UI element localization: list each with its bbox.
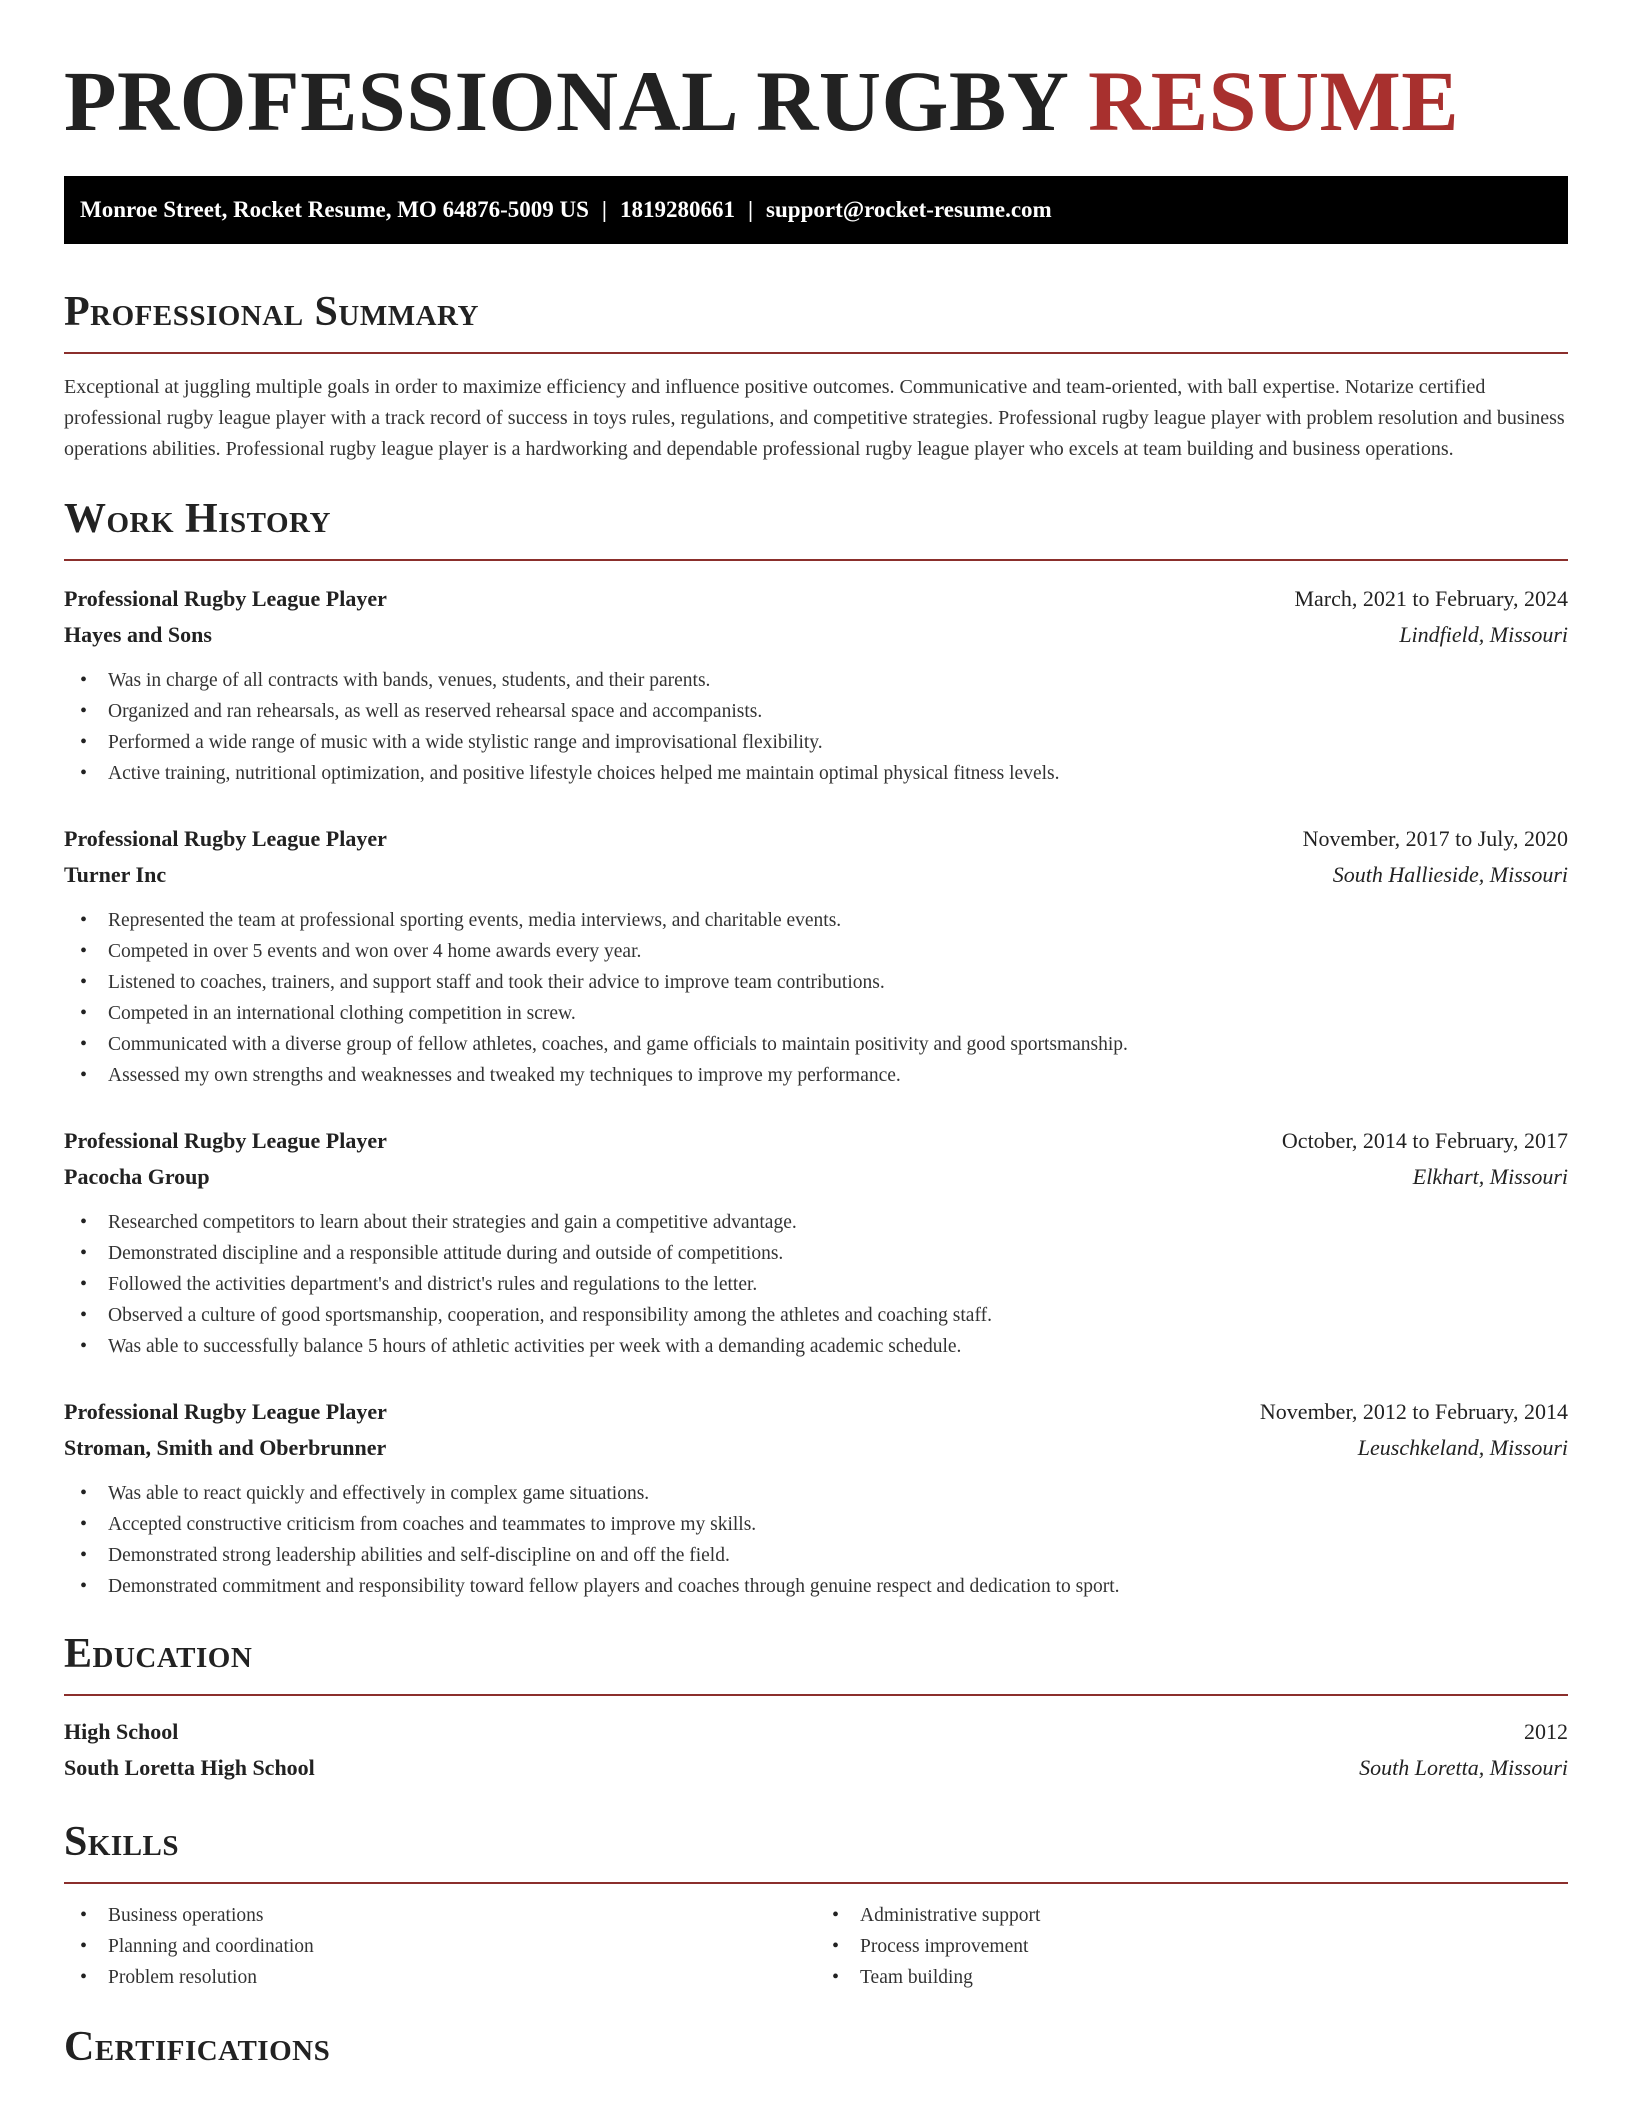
- job-dates: November, 2017 to July, 2020: [1302, 826, 1568, 851]
- list-item: • Followed the activities department's and district's rules and regulations to the letter.: [80, 1269, 1568, 1300]
- section-divider: [64, 1694, 1568, 1696]
- list-item: • Competed in an international clothing competition in screw.: [80, 998, 1568, 1029]
- skill-item: • Business operations: [80, 1900, 816, 1931]
- list-item: • Represented the team at professional sporting events, media interviews, and charitable events.: [80, 905, 1568, 936]
- job-company-row: [64, 617, 1568, 653]
- contact-separator: |: [601, 197, 607, 222]
- list-item: • Organized and ran rehearsals, as well as reserved rehearsal space and accompanists.: [80, 696, 1568, 727]
- list-item: • Performed a wide range of music with a wide stylistic range and improvisational flexibility.: [80, 727, 1568, 758]
- job-dates: October, 2014 to February, 2017: [1281, 1128, 1568, 1153]
- job-bullets: [64, 665, 1568, 789]
- summary-heading: Professional Summary: [64, 289, 479, 335]
- list-item: • Accepted constructive criticism from coaches and teammates to improve my skills.: [80, 1509, 1568, 1540]
- education-heading: Education: [64, 1631, 253, 1677]
- list-item: • Demonstrated discipline and a responsible attitude during and outside of competitions.: [80, 1238, 1568, 1269]
- job-title: Professional Rugby League Player: [64, 826, 387, 851]
- job-dates: March, 2021 to February, 2024: [1294, 586, 1568, 611]
- skills-heading: Skills: [64, 1819, 180, 1865]
- job-title-row: [64, 581, 1568, 617]
- skills-grid: [64, 1900, 1568, 1993]
- list-item: • Observed a culture of good sportsmanship, cooperation, and responsibility among the athletes and coaching staff.: [80, 1300, 1568, 1331]
- job-dates: November, 2012 to February, 2014: [1259, 1399, 1568, 1424]
- education-year: 2012: [1524, 1719, 1568, 1744]
- job-title: Professional Rugby League Player: [64, 1128, 387, 1153]
- section-divider: [64, 559, 1568, 561]
- list-item: • Assessed my own strengths and weaknesses and tweaked my techniques to improve my performance.: [80, 1060, 1568, 1091]
- skills-section: [64, 1816, 1568, 1993]
- title-main: PROFESSIONAL RUGBY: [64, 53, 1067, 149]
- resume-title: [64, 0, 1568, 149]
- job-bullets: [64, 1478, 1568, 1602]
- contact-phone: 1819280661: [619, 197, 735, 222]
- contact-bar: [64, 176, 1568, 244]
- skill-item: • Process improvement: [832, 1931, 1568, 1962]
- education-school-row: [64, 1750, 1568, 1786]
- certifications-heading: Certifications: [64, 2024, 331, 2070]
- skills-column-right: [816, 1900, 1568, 1993]
- job-company-row: [64, 857, 1568, 893]
- job-company: Hayes and Sons: [64, 622, 212, 647]
- job-company: Stroman, Smith and Oberbrunner: [64, 1435, 387, 1460]
- list-item: • Demonstrated commitment and responsibility toward fellow players and coaches through genuine respect and dedication to sport.: [80, 1571, 1568, 1602]
- list-item: • Was in charge of all contracts with bands, venues, students, and their parents.: [80, 665, 1568, 696]
- job-entry: [64, 581, 1568, 789]
- skill-item: • Planning and coordination: [80, 1931, 816, 1962]
- skill-item: • Problem resolution: [80, 1962, 816, 1993]
- work-history-section: [64, 493, 1568, 1602]
- list-item: • Was able to react quickly and effectively in complex game situations.: [80, 1478, 1568, 1509]
- job-location: Leuschkeland, Missouri: [1357, 1435, 1568, 1460]
- certifications-section: [64, 2021, 1568, 2073]
- education-degree: High School: [64, 1719, 179, 1744]
- job-title-row: [64, 1123, 1568, 1159]
- job-title-row: [64, 821, 1568, 857]
- job-company-row: [64, 1430, 1568, 1466]
- job-company-row: [64, 1159, 1568, 1195]
- resume-page: [64, 0, 1568, 2073]
- contact-email: support@rocket-resume.com: [766, 197, 1052, 222]
- skill-item: • Team building: [832, 1962, 1568, 1993]
- job-title: Professional Rugby League Player: [64, 586, 387, 611]
- title-accent: RESUME: [1088, 53, 1460, 149]
- list-item: • Active training, nutritional optimization, and positive lifestyle choices helped me maintain optimal physical fitness levels.: [80, 758, 1568, 789]
- section-divider: [64, 1882, 1568, 1884]
- list-item: • Demonstrated strong leadership abilities and self-discipline on and off the field.: [80, 1540, 1568, 1571]
- job-entry: [64, 1394, 1568, 1602]
- education-section: [64, 1628, 1568, 1786]
- job-entry: [64, 821, 1568, 1091]
- skills-column-left: [64, 1900, 816, 1993]
- education-degree-row: [64, 1714, 1568, 1750]
- job-location: South Hallieside, Missouri: [1332, 862, 1568, 887]
- education-school: South Loretta High School: [64, 1755, 315, 1780]
- list-item: • Competed in over 5 events and won over 4 home awards every year.: [80, 936, 1568, 967]
- job-entry: [64, 1123, 1568, 1362]
- list-item: • Was able to successfully balance 5 hours of athletic activities per week with a demanding academic schedule.: [80, 1331, 1568, 1362]
- job-company: Turner Inc: [64, 862, 167, 887]
- job-bullets: [64, 1207, 1568, 1362]
- summary-text: Exceptional at juggling multiple goals in order to maximize efficiency and influence positive outcomes. Communicative and team-oriented, with ball expertise. Notarize certified professional rugby league player with a track record of success in toys rules, regulations, and competitive strategies. Professional rugby league player with problem resolution and business operations abilities. Professional rugby league player is a hardworking and dependable professional rugby league player who excels at team building and business operations.: [64, 376, 1565, 460]
- list-item: • Listened to coaches, trainers, and support staff and took their advice to improve team contributions.: [80, 967, 1568, 998]
- job-bullets: [64, 905, 1568, 1091]
- education-location: South Loretta, Missouri: [1359, 1755, 1568, 1780]
- job-location: Elkhart, Missouri: [1412, 1164, 1568, 1189]
- skill-item: • Administrative support: [832, 1900, 1568, 1931]
- job-title: Professional Rugby League Player: [64, 1399, 387, 1424]
- list-item: • Researched competitors to learn about their strategies and gain a competitive advantage.: [80, 1207, 1568, 1238]
- job-location: Lindfield, Missouri: [1399, 622, 1568, 647]
- contact-address: Monroe Street, Rocket Resume, MO 64876-5009 US: [80, 197, 589, 222]
- education-entry: [64, 1714, 1568, 1786]
- list-item: • Communicated with a diverse group of fellow athletes, coaches, and game officials to maintain positivity and good sportsmanship.: [80, 1029, 1568, 1060]
- work-history-heading: Work History: [64, 496, 331, 542]
- section-divider: [64, 352, 1568, 354]
- job-company: Pacocha Group: [64, 1164, 210, 1189]
- job-title-row: [64, 1394, 1568, 1430]
- contact-separator: |: [747, 197, 754, 222]
- summary-section: [64, 286, 1568, 465]
